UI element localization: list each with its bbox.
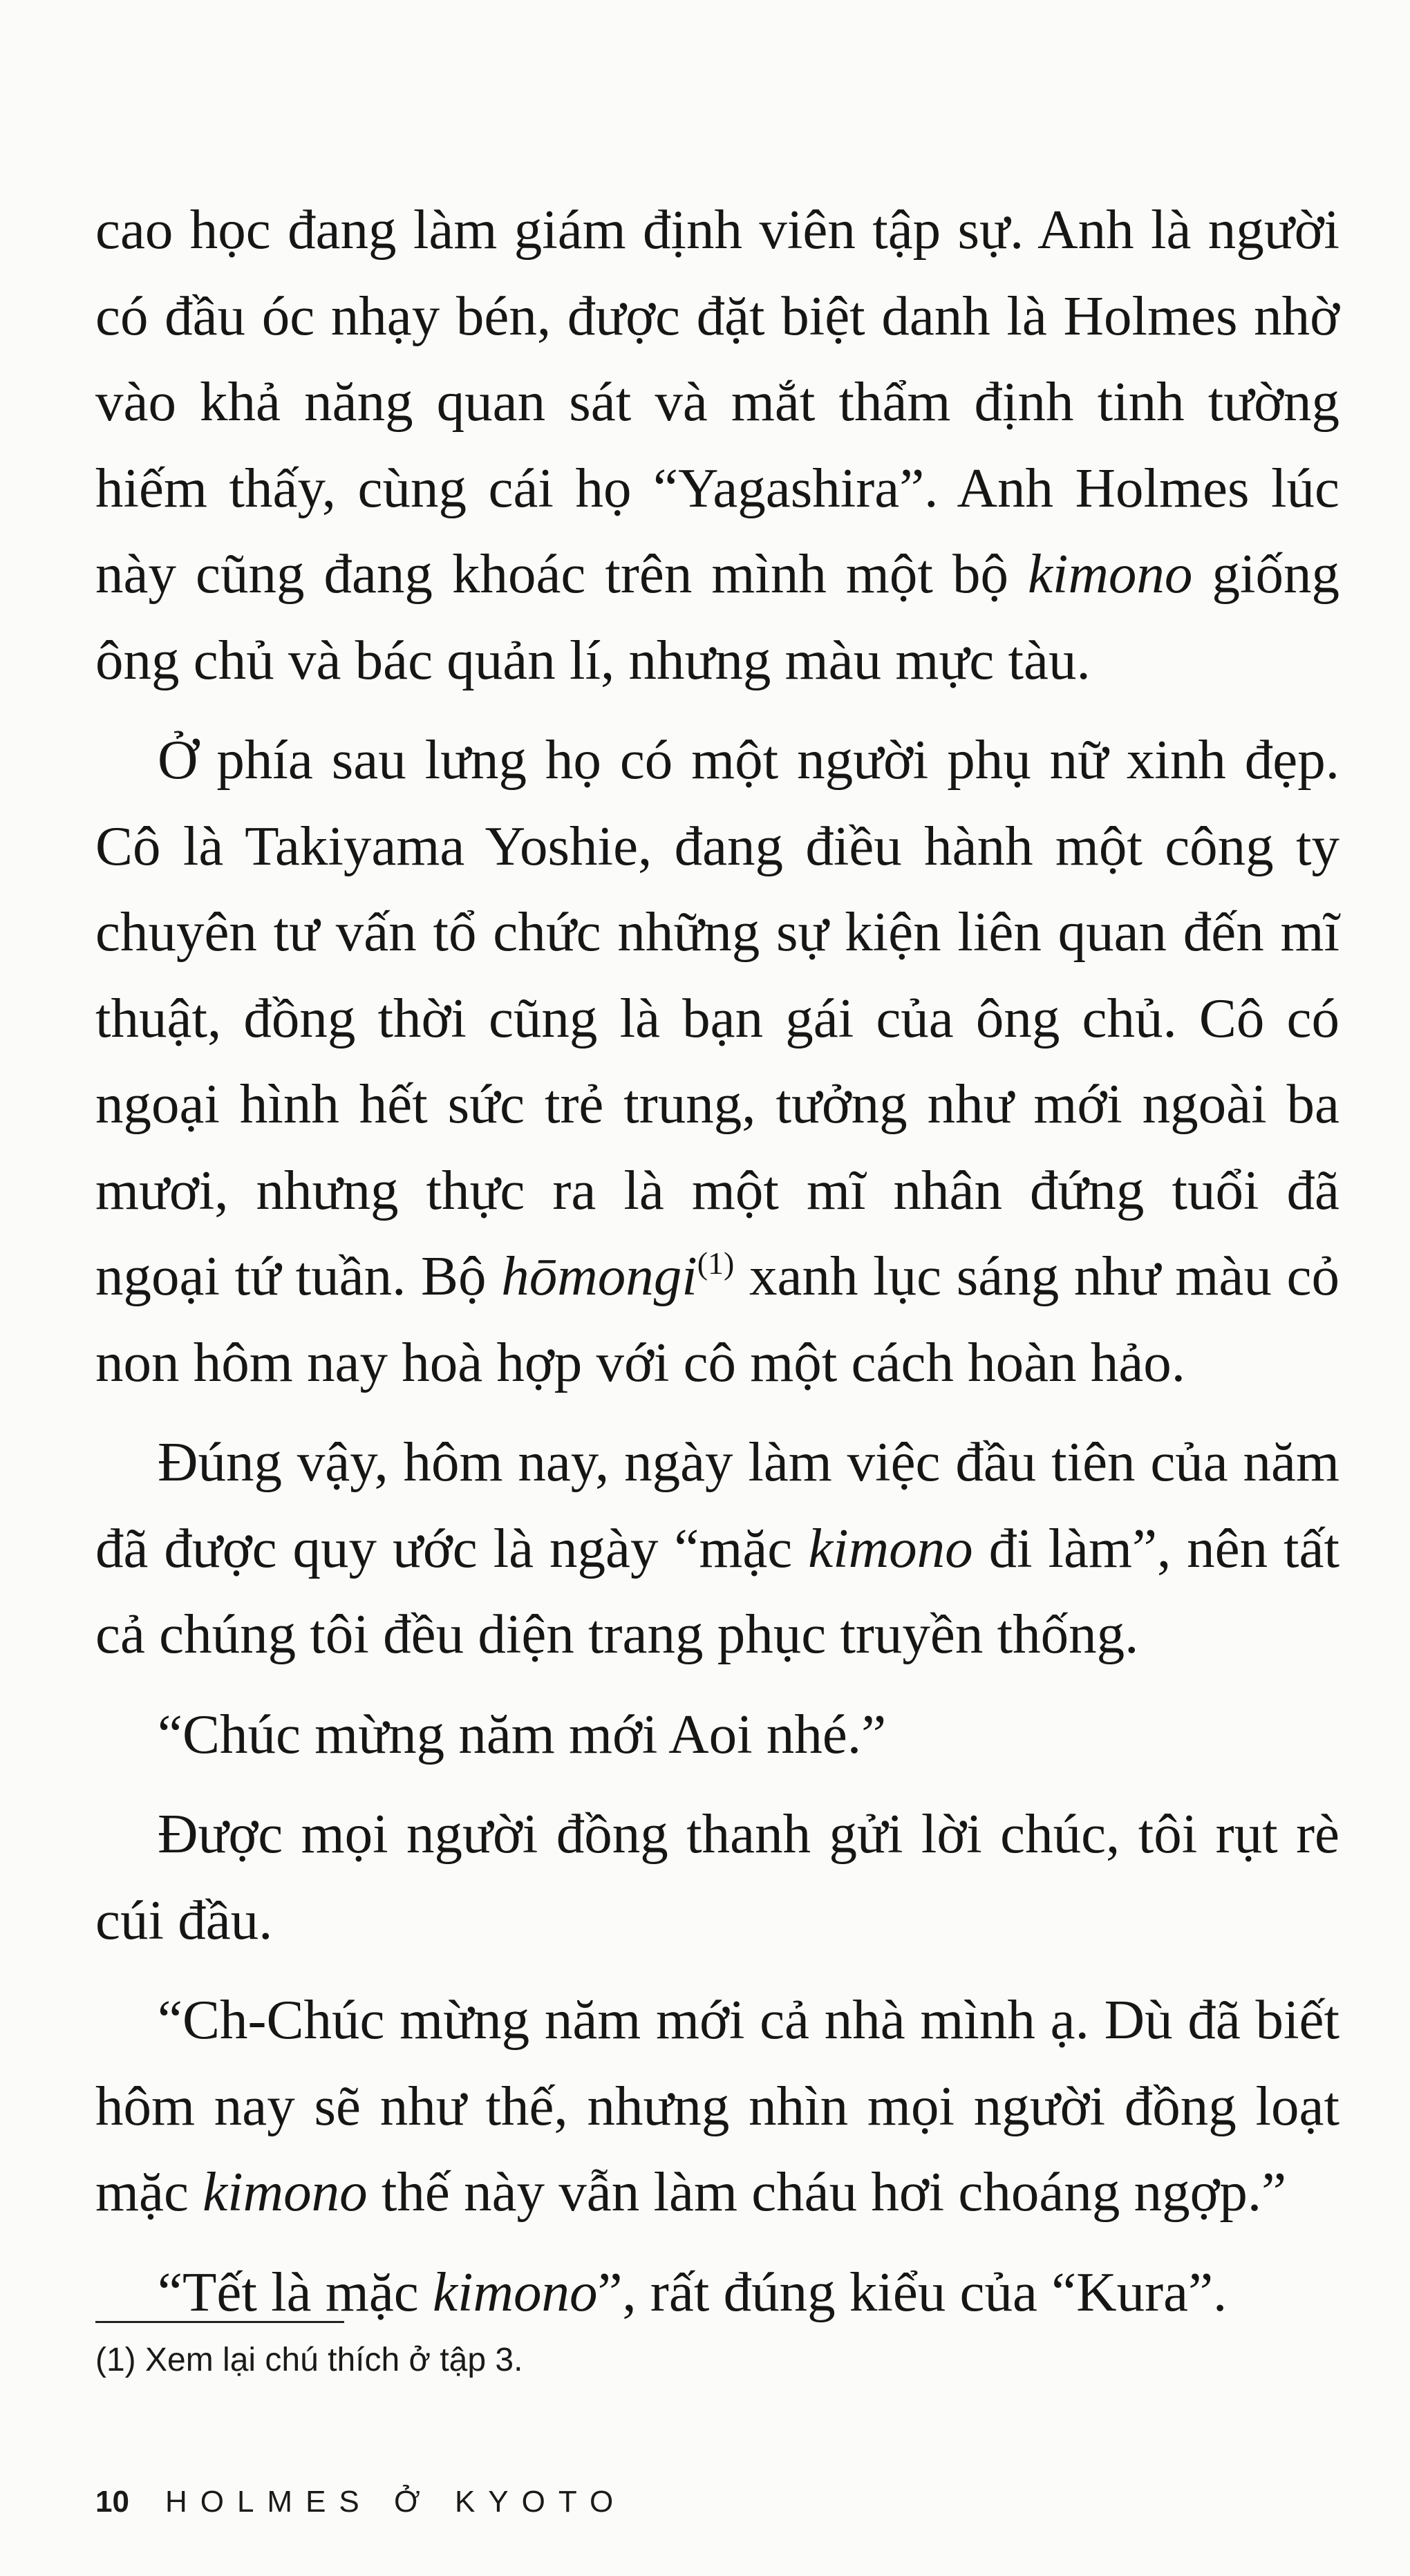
text-run: Ở phía sau lưng họ có một người phụ nữ xinh đẹp. Cô là Takiyama Yoshie, đang điều hành một công ty chuyên tư vấn tổ chức những sự kiện liên quan đến mĩ thuật, đồng thời cũng là bạn gái của ông chủ. Cô có ngoại hình hết sức trẻ trung, tưởng như mới ngoài ba mươi, nhưng thực ra là một mĩ nhân đứng tuổi đã ngoại tứ tuần. Bộ bbox=[95, 728, 1340, 1307]
italic-term: kimono bbox=[808, 1516, 973, 1579]
text-run: thế này vẫn làm cháu hơi choáng ngợp.” bbox=[367, 2161, 1287, 2223]
page-number: 10 bbox=[95, 2485, 129, 2519]
text-run: ”, rất đúng kiểu của “Kura”. bbox=[597, 2260, 1228, 2323]
running-footer bbox=[95, 2481, 626, 2523]
text-run: cao học đang làm giám định viên tập sự. Anh là người có đầu óc nhạy bén, được đặt biệt danh là Holmes nhờ vào khả năng quan sát và mắt thẩm định tinh tường hiếm thấy, cùng cái họ “Yagashira”. Anh Holmes lúc này cũng đang khoác trên mình một bộ bbox=[95, 198, 1340, 605]
running-title: HOLMES Ở KYOTO bbox=[164, 2485, 627, 2519]
text-run: xanh lục sáng như màu cỏ non hôm nay hoà hợp với cô một cách hoàn hảo. bbox=[95, 1245, 1340, 1393]
paragraph bbox=[95, 187, 1340, 703]
paragraph bbox=[95, 1419, 1340, 1677]
italic-term: kimono bbox=[1027, 543, 1193, 605]
italic-term: hōmongi bbox=[501, 1245, 697, 1307]
footnote-divider bbox=[95, 2321, 344, 2323]
text-run: giống ông chủ và bác quản lí, nhưng màu mực tàu. bbox=[95, 543, 1340, 691]
body-text bbox=[95, 187, 1340, 2349]
paragraph bbox=[95, 717, 1340, 1405]
text-run: “Ch-Chúc mừng năm mới cả nhà mình ạ. Dù đã biết hôm nay sẽ như thế, nhưng nhìn mọi người đồng loạt mặc bbox=[95, 1989, 1340, 2223]
text-run: “Chúc mừng năm mới Aoi nhé.” bbox=[158, 1702, 887, 1765]
footnote-marker: (1) bbox=[697, 1245, 735, 1281]
paragraph bbox=[95, 1977, 1340, 2235]
text-run: Đúng vậy, hôm nay, ngày làm việc đầu tiên của năm đã được quy ước là ngày “mặc bbox=[95, 1431, 1340, 1579]
italic-term: kimono bbox=[203, 2161, 368, 2223]
text-run: đi làm”, nên tất cả chúng tôi đều diện trang phục truyền thống. bbox=[95, 1516, 1340, 1665]
text-run: Được mọi người đồng thanh gửi lời chúc, tôi rụt rè cúi đầu. bbox=[95, 1803, 1340, 1951]
paragraph bbox=[95, 1791, 1340, 1963]
italic-term: kimono bbox=[433, 2260, 598, 2323]
footnote: (1) Xem lại chú thích ở tập 3. bbox=[95, 2342, 523, 2378]
paragraph bbox=[95, 1691, 1340, 1778]
text-run: “Tết là mặc bbox=[158, 2260, 433, 2323]
